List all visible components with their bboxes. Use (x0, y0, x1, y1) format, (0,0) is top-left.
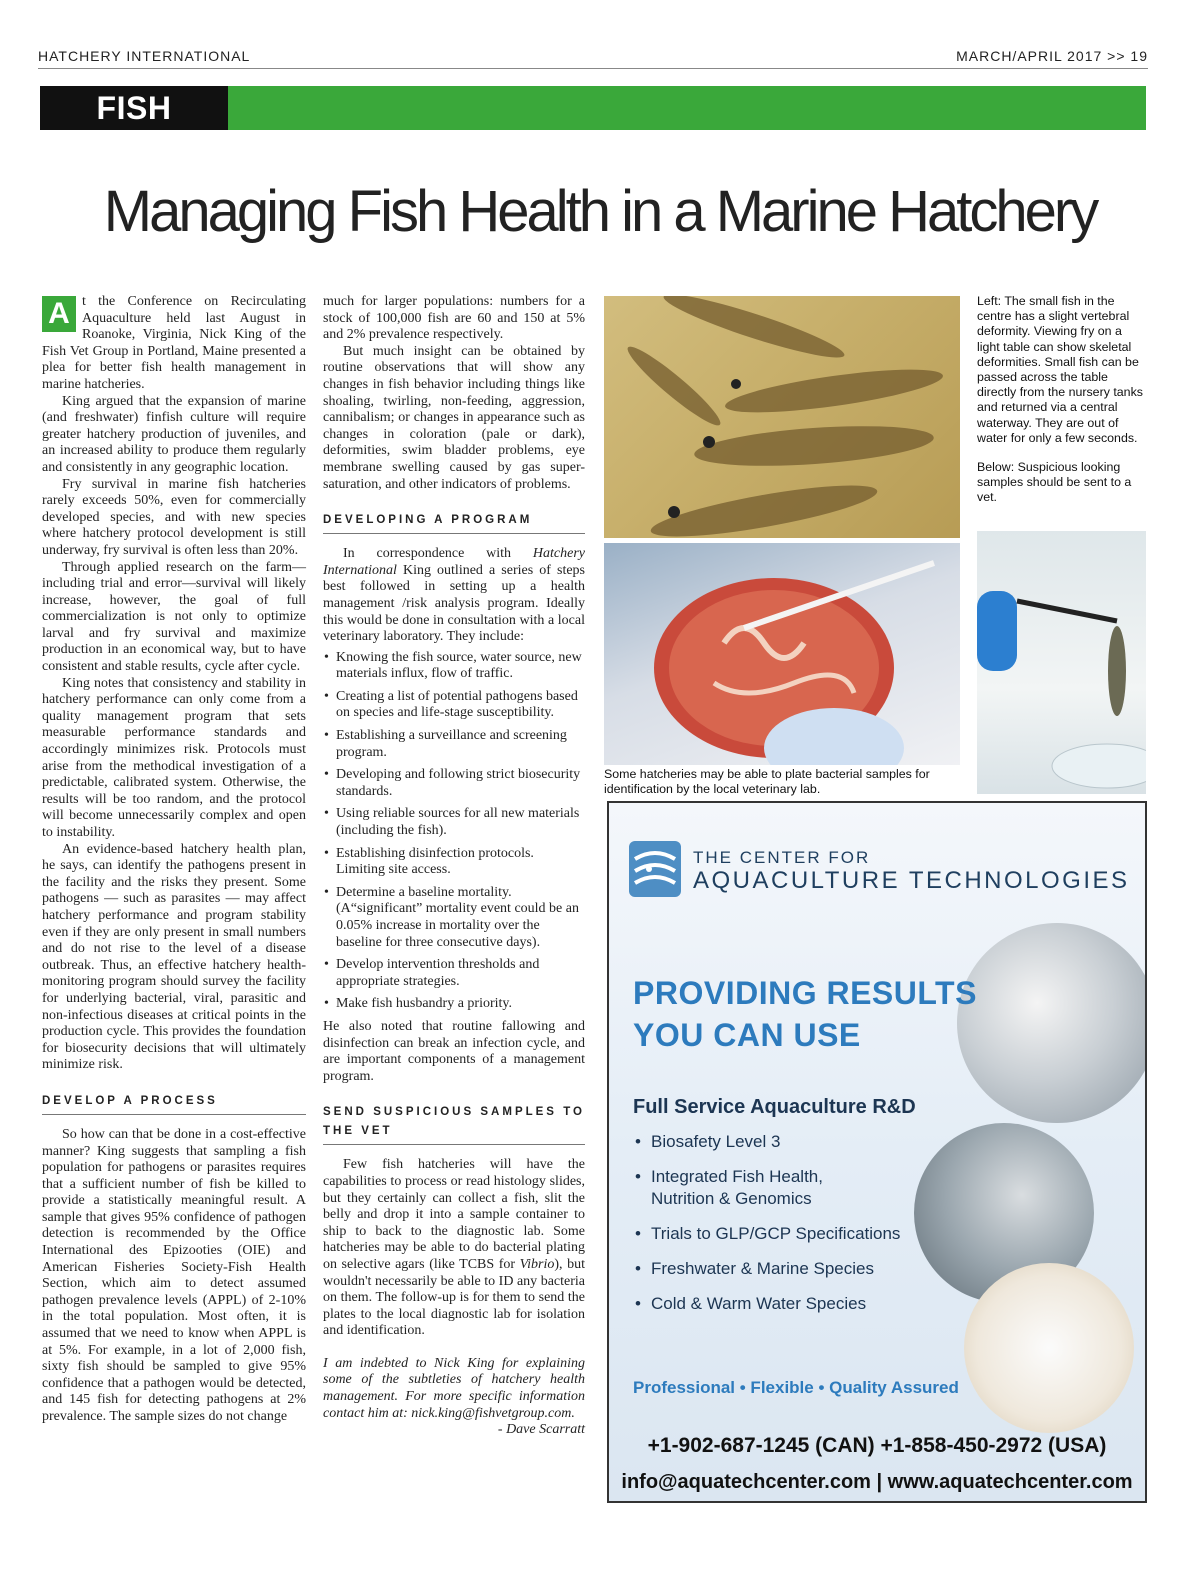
article-paragraph: An evidence-based hatchery health plan, he says, can identify the pathogens present in the facility and the risks they present. Some pathogens — such as parasites — may affect hatchery performance and program stability even if they are only present in small numbers and do not rise to the level of a disease outbreak. Thus, an effective hatchery health-monitoring program should survey the facility for underlying bacterial, viral, parasitic and non-infectious diseases at critical points in the production cycle. This provides the foundation for biosecurity decisions that will ultimately minimize risk. (42, 841, 306, 1073)
list-item: • Trials to GLP/GCP Specifications (635, 1223, 900, 1245)
publication-name: HATCHERY INTERNATIONAL (38, 48, 251, 64)
issue-page-number: MARCH/APRIL 2017 >> 19 (956, 48, 1148, 64)
program-steps-list (323, 650, 585, 1013)
list-item: • Establishing a surveillance and screening program. (336, 728, 585, 761)
fish-logo-icon (629, 841, 681, 897)
section-label: FISH HEALTH (40, 86, 228, 130)
article-paragraph: Few fish hatcheries will have the capabilities to process or read histology slides, but they certainly can collect a fish, slit the belly and drop it into a sample container to ship to back to the diagnostic lab. Some hatcheries may be able to do bacterial plating on selective agars (like TCBS for Vibrio), but wouldn't necessarily be able to ID any bacteria on them. The follow-up is for them to send the plates to the local diagnostic lab for isolation and identification. (323, 1157, 585, 1339)
article-column-2 (323, 294, 585, 1439)
list-item: • Freshwater & Marine Species (635, 1258, 900, 1280)
article-paragraph: He also noted that routine fallowing and disinfection can break an infection cycle, and are important components of a management program. (323, 1018, 585, 1084)
header-rule (38, 68, 1148, 69)
ad-headline-line-2: YOU CAN USE (633, 1017, 861, 1053)
section-bar (40, 86, 1146, 170)
ad-headline-line-1: PROVIDING RESULTS (633, 975, 977, 1011)
list-item: • Creating a list of potential pathogens based on species and life-stage susceptibility. (336, 689, 585, 722)
ad-email-website[interactable]: info@aquatechcenter.com | www.aquatechcenter.com (621, 1471, 1133, 1493)
byline: - Dave Scarratt (497, 1422, 585, 1438)
list-item: • Integrated Fish Health, Nutrition & Genomics (635, 1166, 851, 1210)
photo-caption-right (977, 294, 1147, 520)
subhead-developing-program: DEVELOPING A PROGRAM (323, 511, 585, 534)
article-paragraph: But much insight can be obtained by routine observations that will show any changes in fish behavior including things like shoaling, twirling, non-feeding, aggression, cannibalism; or changes in appearance such as changes in coloration (pale or dark), deformities, swim bladder problems, eye membrane swelling caused by gas super-saturation, and other indicators of problems. (323, 343, 585, 492)
caption-left-photo: Left: The small fish in the centre has a slight vertebral deformity. Viewing fry on a light table can show skeletal deformities. Small fish can be passed across the table directly from the nursery tanks and returned via a central waterway. They are out of water for only a few seconds. (977, 294, 1143, 445)
list-item: • Make fish husbandry a priority. (336, 996, 585, 1013)
ad-subheading: Full Service Aquaculture R&D (633, 1096, 916, 1118)
caption-petri-dish: Some hatcheries may be able to plate bacterial samples for identification by the local veterinary lab. (604, 767, 930, 797)
ad-center-for: THE CENTER FOR (693, 848, 871, 867)
ad-org-name: AQUACULTURE TECHNOLOGIES (693, 867, 1130, 894)
caption-below-photo: Below: Suspicious looking samples should be sent to a vet. (977, 460, 1132, 505)
fish-fry-photo (604, 296, 960, 538)
article-paragraph: Fry survival in marine fish hatcheries rarely exceeds 50%, even for commercially developed species, and with new species where hatchery protocol development is still underway, fry survival is often less than 20%. (42, 476, 306, 558)
petri-dish-photo (604, 543, 960, 765)
subhead-send-samples: SEND SUSPICIOUS SAMPLES TO THE VET (323, 1103, 585, 1145)
article-paragraph: King argued that the expansion of marine (and freshwater) finfish culture will require greater hatchery production of juveniles, and an increased ability to produce them regularly and consistently in any geographic location. (42, 393, 306, 475)
ad-tagline: Professional • Flexible • Quality Assured (633, 1378, 959, 1397)
author-note: I am indebted to Nick King for explaining some of the subtleties of hatchery health management. For more specific information contact him at: nick.king@fishvetgroup.com. (323, 1355, 585, 1421)
article-column-1 (42, 294, 306, 1426)
subhead-develop-process: DEVELOP A PROCESS (42, 1092, 306, 1115)
advertisement[interactable] (607, 801, 1147, 1503)
ad-phone-numbers[interactable]: +1-902-687-1245 (CAN) +1-858-450-2972 (USA) (647, 1434, 1107, 1457)
article-paragraph: A t the Conference on Recirculating Aquaculture held last August in Roanoke, Virginia, Nick King of the Fish Vet Group in Portland, Maine presented a plea for better fish health management in marine hatcheries. (42, 294, 306, 392)
drop-cap: A (42, 296, 76, 332)
article-headline: Managing Fish Health in a Marine Hatchery (103, 179, 1097, 244)
list-item: • Biosafety Level 3 (635, 1131, 900, 1153)
list-item: • Develop intervention thresholds and appropriate strategies. (336, 957, 585, 990)
ad-services-list (635, 1131, 900, 1328)
article-paragraph: Through applied research on the farm—including trial and error—survival will likely increase, however, the goal of full commercialization is not only to optimize larval and fry survival and maximize production in an economical way, but to have consistent and stable results, cycle after cycle. (42, 559, 306, 675)
list-item: • Determine a baseline mortality. (A“significant” mortality event could be an 0.05% increase in mortality over the baseline for three consecutive days). (336, 885, 585, 951)
fish-feed-samples-photo (964, 1263, 1134, 1433)
list-item: • Using reliable sources for all new materials (including the fish). (336, 806, 585, 839)
list-item: • Cold & Warm Water Species (635, 1293, 900, 1315)
list-item: • Developing and following strict biosecurity standards. (336, 767, 585, 800)
article-paragraph: much for larger populations: numbers for a stock of 100,000 fish are 60 and 150 at 5% and 2% prevalence respectively. (323, 294, 585, 343)
list-item: • Establishing disinfection protocols. Limiting site access. (336, 846, 585, 879)
list-item: • Knowing the fish source, water source, new materials influx, flow of traffic. (336, 650, 585, 683)
article-paragraph: So how can that be done in a cost-effective manner? King suggests that sampling a fish population for pathogens or parasites requires that a sufficient number of fish be killed to provide a statistically meaningful result. A sample that gives 95% confidence of pathogen detection is recommended by the Office International des Epizooties (OIE) and American Fisheries Society-Fish Health Section, which aim to detect assumed pathogen prevalence levels (APPL) of 2-10% in the total population. Most often, it is assumed that we need to know when APPL is at 5%. For example, in a lot of 2,000 fish, sixty fish should be sampled to give 95% confidence that a pathogen would be detected, and 145 fish for detecting pathogens at 2% prevalence. The sample sizes do not change (42, 1126, 306, 1424)
sample-tweezers-photo (977, 531, 1146, 794)
lab-equipment-photo (957, 923, 1147, 1123)
article-paragraph: King notes that consistency and stability in hatchery performance can only come from a quality management program that sets measurable performance standards and accordingly minimizes risk. Protocols must arise from the methodical investigation of a predictable, calibrated system. Otherwise, the results will be too random, and the protocol will become unnecessarily complex and open to instability. (42, 675, 306, 840)
article-paragraph: In correspondence with Hatchery International King outlined a series of steps best followed in setting up a health management /risk analysis program. Ideally this would be done in consultation with a local veterinary laboratory. They include: (323, 546, 585, 645)
